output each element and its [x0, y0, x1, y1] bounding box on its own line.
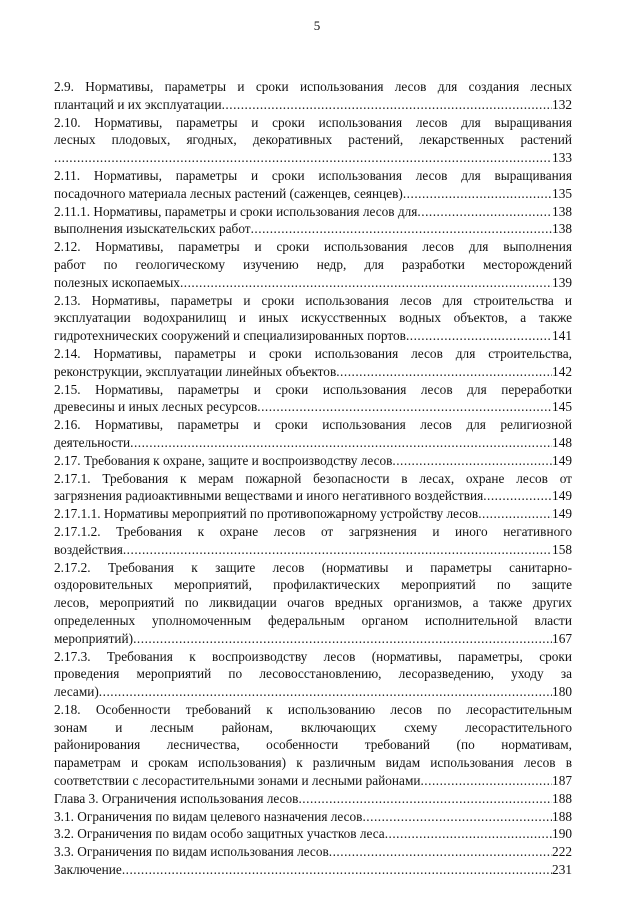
toc-page-number: 222: [552, 844, 572, 860]
toc-page-number: 135: [552, 185, 572, 201]
toc-entry-line: определенных уполномоченным федеральным органом исполнительной власти: [54, 612, 572, 628]
toc-entry-title: лесами): [54, 684, 99, 700]
toc-page-number: 132: [552, 96, 572, 112]
toc-entry: [54, 701, 572, 790]
toc-page-number: 138: [552, 203, 572, 219]
toc-entry: [54, 167, 572, 203]
dot-leader: [257, 398, 552, 416]
toc-entry: [54, 470, 572, 506]
toc-entry-line: эксплуатации водохранилищ и иных искусственных водных объектов, а также: [54, 310, 572, 326]
dot-leader: [123, 541, 552, 559]
toc-entry: [54, 505, 572, 523]
dot-leader: [362, 808, 552, 826]
toc-page-number: 142: [552, 363, 572, 379]
toc-entry-line: 2.10. Нормативы, параметры и сроки использования лесов для выращивания: [54, 114, 572, 130]
dot-leader: [222, 96, 552, 114]
toc-entry-title: 2.11.1. Нормативы, параметры и сроки использования лесов для: [54, 203, 418, 219]
toc-entry: [54, 381, 572, 417]
dot-leader: [130, 434, 552, 452]
toc-entry: [54, 345, 572, 381]
toc-entry-title: Заключение: [54, 862, 122, 878]
toc-page-number: 188: [552, 790, 572, 806]
dot-leader: [483, 487, 552, 505]
toc-entry: [54, 648, 572, 701]
toc-entry-title: 2.17. Требования к охране, защите и воспроизводству лесов: [54, 452, 393, 468]
page-number: 5: [313, 18, 321, 33]
toc-entry-line: 2.17.3. Требования к воспроизводству лесов (нормативы, параметры, сроки: [54, 648, 572, 664]
toc-entry: [54, 843, 572, 861]
toc-page-number: 149: [552, 452, 572, 468]
toc-entry-line: районирования лесничества, особенности требований (по нормативам,: [54, 737, 572, 753]
toc-entry-title: загрязнения радиоактивными веществами и иного негативного воздействия: [54, 488, 484, 504]
toc-entry-title: 3.3. Ограничения по видам использования лесов: [54, 844, 329, 860]
dot-leader: [392, 452, 552, 470]
toc-entry-title: реконструкции, эксплуатации линейных объектов: [54, 363, 337, 379]
dot-leader: [478, 505, 552, 523]
table-of-contents: [54, 78, 572, 879]
toc-entry-title: соответствии с лесорастительными зонами и лесными районами: [54, 773, 421, 789]
toc-entry-line: 2.17.2. Требования к защите лесов (нормативы и параметры санитарно-: [54, 559, 572, 575]
toc-entry-line: лесных плодовых, ягодных, декоративных растений, лекарственных растений: [54, 132, 572, 148]
dot-leader: [54, 149, 552, 167]
toc-entry: [54, 78, 572, 114]
toc-entry-line: оздоровительных мероприятий, профилактических мероприятий по защите: [54, 577, 572, 593]
toc-entry-title: мероприятий): [54, 630, 134, 646]
toc-entry: [54, 452, 572, 470]
dot-leader: [99, 683, 552, 701]
toc-entry-title: воздействия: [54, 541, 123, 557]
toc-entry-line: работ по геологическому изучению недр, для разработки месторождений: [54, 256, 572, 272]
toc-entry-line: 2.17.1. Требования к мерам пожарной безопасности в лесах, охране лесов от: [54, 470, 572, 486]
toc-entry-title: деятельности: [54, 434, 131, 450]
dot-leader: [122, 861, 552, 879]
toc-entry-title: полезных ископаемых: [54, 274, 180, 290]
dot-leader: [406, 327, 552, 345]
toc-entry-line: лесов, мероприятий по ликвидации очагов вредных организмов, а также других: [54, 595, 572, 611]
toc-entry: [54, 808, 572, 826]
toc-page-number: 190: [552, 826, 572, 842]
toc-page-number: 138: [552, 221, 572, 237]
toc-page-number: 139: [552, 274, 572, 290]
toc-entry: [54, 292, 572, 345]
toc-page-number: 145: [552, 399, 572, 415]
dot-leader: [180, 274, 552, 292]
toc-page-number: 180: [552, 684, 572, 700]
toc-entry: [54, 861, 572, 879]
toc-entry-title: 3.1. Ограничения по видам целевого назначения лесов: [54, 808, 363, 824]
toc-entry-line: проведения мероприятий по лесовосстановлению, лесоразведению, уходу за: [54, 666, 572, 682]
toc-entry: [54, 220, 572, 238]
dot-leader: [420, 772, 552, 790]
toc-entry-line: 2.17.1.2. Требования к охране лесов от загрязнения и иного негативного: [54, 523, 572, 539]
dot-leader: [385, 825, 552, 843]
toc-page-number: 167: [552, 630, 572, 646]
toc-entry: [54, 825, 572, 843]
toc-page-number: 141: [552, 328, 572, 344]
dot-leader: [329, 843, 552, 861]
toc-entry-title: Глава 3. Ограничения использования лесов: [54, 790, 299, 806]
dot-leader: [403, 185, 552, 203]
toc-entry-title: древесины и иных лесных ресурсов: [54, 399, 258, 415]
toc-page-number: 149: [552, 506, 572, 522]
toc-entry: [54, 203, 572, 221]
toc-entry: [54, 238, 572, 291]
toc-entry-line: 2.11. Нормативы, параметры и сроки использования лесов для выращивания: [54, 167, 572, 183]
toc-entry-title: 3.2. Ограничения по видам особо защитных участков леса: [54, 826, 385, 842]
toc-page-number: 188: [552, 808, 572, 824]
toc-entry: [54, 523, 572, 559]
dot-leader: [133, 630, 552, 648]
toc-entry-title: плантаций и их эксплуатации: [54, 96, 222, 112]
toc-page-number: 148: [552, 434, 572, 450]
toc-entry-line: 2.14. Нормативы, параметры и сроки использования лесов для строительства,: [54, 345, 572, 361]
toc-entry-line: 2.18. Особенности требований к использованию лесов по лесорастительным: [54, 701, 572, 717]
toc-entry-title: выполнения изыскательских работ: [54, 221, 251, 237]
toc-page-number: 133: [552, 150, 572, 166]
toc-entry-title: гидротехнических сооружений и специализированных портов: [54, 328, 406, 344]
toc-entry: [54, 559, 572, 648]
toc-entry-line: зонам и лесным районам, включающих схему лесорастительного: [54, 719, 572, 735]
toc-entry: [54, 790, 572, 808]
dot-leader: [298, 790, 552, 808]
toc-entry-line: параметрам и срокам использования) к различным видам использования лесов в: [54, 755, 572, 771]
toc-entry-line: 2.9. Нормативы, параметры и сроки использования лесов для создания лесных: [54, 79, 572, 94]
toc-entry-line: 2.15. Нормативы, параметры и сроки использования лесов для переработки: [54, 381, 572, 397]
toc-entry-line: 2.13. Нормативы, параметры и сроки использования лесов для строительства и: [54, 292, 572, 308]
dot-leader: [336, 363, 552, 381]
dot-leader: [251, 220, 552, 238]
toc-page-number: 187: [552, 773, 572, 789]
toc-entry-title: 2.17.1.1. Нормативы мероприятий по противопожарному устройству лесов: [54, 506, 479, 522]
toc-page-number: 158: [552, 541, 572, 557]
toc-entry: [54, 416, 572, 452]
toc-entry-title: посадочного материала лесных растений (саженцев, сеянцев): [54, 185, 403, 201]
dot-leader: [417, 203, 552, 221]
toc-page-number: 231: [552, 862, 572, 878]
toc-entry-line: 2.16. Нормативы, параметры и сроки использования лесов для религиозной: [54, 417, 572, 433]
toc-entry: [54, 114, 572, 167]
toc-entry-line: 2.12. Нормативы, параметры и сроки использования лесов для выполнения: [54, 239, 572, 255]
toc-page-number: 149: [552, 488, 572, 504]
